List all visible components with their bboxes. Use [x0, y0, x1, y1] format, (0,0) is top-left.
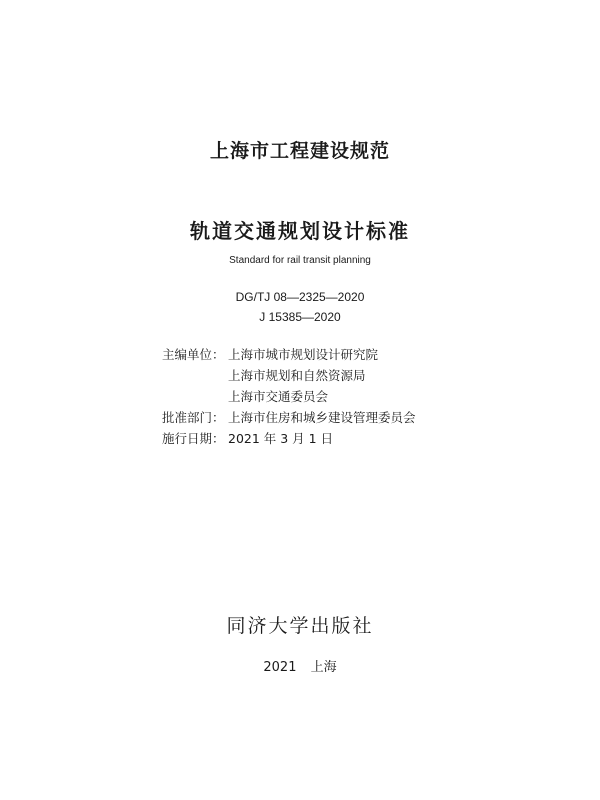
editor-unit: 上海市规划和自然资源局: [228, 368, 366, 383]
effective-date-row: [162, 428, 462, 449]
editor-row: [162, 386, 462, 407]
record-code: J 15385—2020: [259, 310, 341, 324]
editor-unit: 上海市交通委员会: [228, 389, 329, 404]
approval-row: [162, 407, 462, 428]
editor-unit: 上海市城市规划设计研究院: [228, 347, 379, 362]
effective-date: 2021 年 3 月 1 日: [228, 431, 334, 446]
publication-place: 上海: [310, 660, 337, 675]
effective-date-label: 施行日期：: [162, 431, 225, 446]
imprint: [0, 656, 600, 675]
publication-info: [162, 344, 462, 449]
approval-label: 批准部门：: [162, 410, 225, 425]
publication-year: 2021: [263, 660, 297, 675]
editor-row: [162, 365, 462, 386]
english-title: Standard for rail transit planning: [229, 255, 371, 266]
publisher-name: 同济大学出版社: [226, 615, 374, 637]
standard-code: DG/TJ 08—2325—2020: [235, 290, 365, 304]
editor-label: 主编单位：: [162, 347, 225, 362]
standard-title: 轨道交通规划设计标准: [190, 219, 410, 243]
editor-row: [162, 344, 462, 365]
approval-department: 上海市住房和城乡建设管理委员会: [228, 410, 416, 425]
series-title: 上海市工程建设规范: [209, 140, 390, 162]
